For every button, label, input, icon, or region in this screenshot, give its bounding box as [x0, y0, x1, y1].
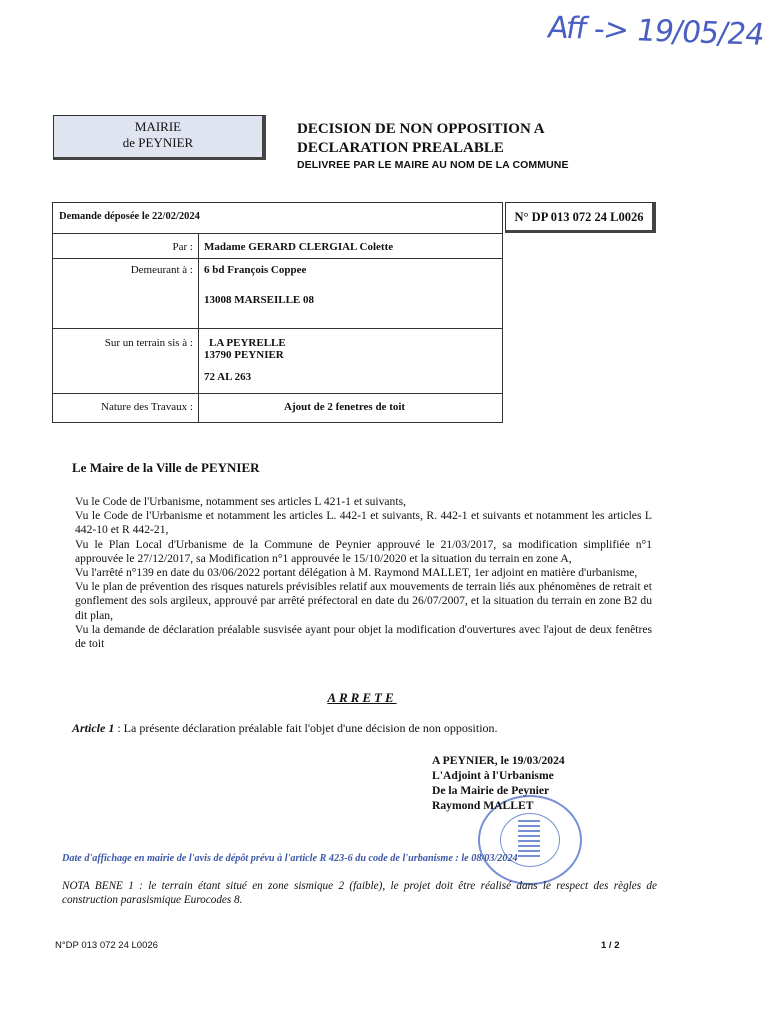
footer-reference: N°DP 013 072 24 L0026 — [55, 940, 158, 951]
title-line2: DECLARATION PREALABLE — [297, 140, 504, 156]
demeurant-label: Demeurant à : — [130, 264, 193, 276]
form-divider — [53, 258, 502, 259]
affichage-date: Date d'affichage en mairie de l'avis de dépôt prévu à l'article R 423-6 du code de l'urbanisme : le 08/03/2024 — [62, 853, 518, 864]
signature-name: Raymond MALLET — [432, 799, 534, 812]
mairie-line2: de PEYNIER — [122, 135, 194, 150]
nature-value: Ajout de 2 fenetres de toit — [284, 401, 406, 413]
dp-number-box: N° DP 013 072 24 L0026 — [505, 202, 656, 233]
par-label: Par : — [172, 241, 193, 253]
article-label: Article 1 — [72, 721, 115, 735]
terrain-label: Sur un terrain sis à : — [104, 337, 193, 349]
page-number: 1 / 2 — [601, 940, 620, 951]
article-text: : La présente déclaration préalable fait l'objet d'une décision de non opposition. — [114, 721, 498, 735]
vu-item: Vu le plan de prévention des risques naturels prévisibles relatif aux mouvements de terrain liés aux phénomènes de retrait et gonflement des sols argileux, approuvé par arrêté préfectoral en date du 26/07/2007, et la situation du terrain en zone B2 du dit plan, — [75, 580, 652, 622]
handwritten-annotation: Aff -> 19/05/24 — [544, 10, 766, 53]
stamp-emblem — [518, 819, 540, 857]
title-line1: DECISION DE NON OPPOSITION A — [297, 121, 545, 137]
request-form-box — [52, 202, 503, 423]
form-divider — [53, 393, 502, 394]
nature-label: Nature des Travaux : — [101, 401, 193, 413]
signature-place-date: A PEYNIER, le 19/03/2024 — [432, 754, 565, 767]
arrete-heading: ARRETE — [327, 690, 397, 705]
vu-item: Vu l'arrêté n°139 en date du 03/06/2022 portant délégation à M. Raymond MALLET, 1er adjoint en matière d'urbanisme, — [75, 566, 638, 580]
form-divider — [53, 233, 502, 234]
vu-item: Vu la demande de déclaration préalable susvisée ayant pour objet la modification d'ouvertures avec l'ajout de deux fenêtres de toit — [75, 622, 652, 651]
demeurant-line1: 6 bd François Coppee — [204, 264, 307, 276]
demande-date: Demande déposée le 22/02/2024 — [59, 211, 200, 222]
terrain-line1: LA PEYRELLE — [209, 337, 286, 349]
signature-role: L'Adjoint à l'Urbanisme — [432, 769, 554, 782]
vu-list — [75, 495, 652, 651]
nota-bene: NOTA BENE 1 : le terrain étant situé en zone sismique 2 (faible), le projet doit être réalisé dans le respect des règles de construction parasismique Eurocodes 8. — [62, 880, 657, 906]
form-divider — [53, 328, 502, 329]
vu-item: Vu le Plan Local d'Urbanisme de la Commune de Peynier approuvé le 21/03/2017, sa modification simplifiée n°1 approuvée le 27/12/2017, sa Modification n°1 approuvée le 15/10/2020 et la situation du terrain en zone A, — [75, 537, 652, 565]
par-value: Madame GERARD CLERGIAL Colette — [204, 241, 394, 253]
maire-title: Le Maire de la Ville de PEYNIER — [72, 460, 260, 475]
terrain-line3: 72 AL 263 — [204, 371, 252, 383]
article-1 — [72, 721, 498, 736]
vu-item: Vu le Code de l'Urbanisme et notamment les articles L. 442-1 et suivants, R. 442-1 et suivants et notamment les articles L 442-10 et R 442-21, — [75, 509, 652, 537]
demeurant-line2: 13008 MARSEILLE 08 — [204, 294, 315, 306]
terrain-line2: 13790 PEYNIER — [204, 349, 284, 361]
mairie-box — [53, 115, 266, 160]
signature-mairie: De la Mairie de Peynier — [432, 784, 550, 797]
document-subtitle: DELIVREE PAR LE MAIRE AU NOM DE LA COMMUNE — [297, 159, 569, 171]
document-title — [297, 120, 545, 158]
mairie-line1: MAIRIE — [134, 119, 182, 134]
vu-item: Vu le Code de l'Urbanisme, notamment ses articles L 421-1 et suivants, — [75, 495, 406, 508]
signature-block — [432, 753, 565, 813]
